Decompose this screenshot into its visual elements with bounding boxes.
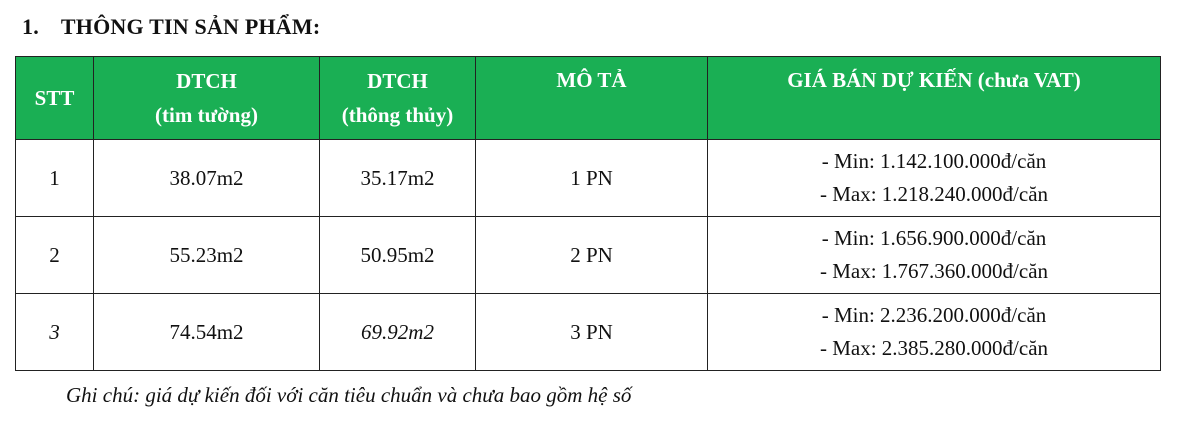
cell-area-clear: 35.17m2 — [320, 140, 476, 217]
section-title: THÔNG TIN SẢN PHẨM: — [60, 14, 321, 39]
price-min: - Min: 1.656.900.000đ/căn — [821, 226, 1047, 250]
header-area-clear-line2: (thông thủy) — [341, 103, 454, 127]
cell-price — [708, 217, 1161, 294]
footnote: Ghi chú: giá dự kiến đối với căn tiêu chuẩn và chưa bao gồm hệ số — [66, 383, 632, 407]
price-max: - Max: 1.767.360.000đ/căn — [819, 259, 1049, 283]
cell-description: 2 PN — [476, 217, 708, 294]
cell-area-wall: 38.07m2 — [94, 140, 320, 217]
table-row — [16, 140, 1161, 217]
cell-area-clear: 50.95m2 — [320, 217, 476, 294]
cell-description: 1 PN — [476, 140, 708, 217]
table-row — [16, 217, 1161, 294]
product-table — [15, 56, 1161, 371]
header-price: GIÁ BÁN DỰ KIẾN (chưa VAT) — [708, 57, 1161, 140]
header-stt: STT — [16, 57, 94, 140]
table-header-row — [16, 57, 1161, 140]
cell-stt: 2 — [16, 217, 94, 294]
cell-area-wall: 74.54m2 — [94, 294, 320, 371]
cell-stt: 3 — [16, 294, 94, 371]
header-area-wall — [94, 57, 320, 140]
section-heading — [22, 14, 320, 40]
header-area-clear-line1: DTCH — [367, 69, 428, 93]
header-area-clear — [320, 57, 476, 140]
cell-area-clear: 69.92m2 — [320, 294, 476, 371]
header-area-wall-line1: DTCH — [176, 69, 237, 93]
cell-price — [708, 294, 1161, 371]
price-max: - Max: 1.218.240.000đ/căn — [819, 182, 1049, 206]
cell-description: 3 PN — [476, 294, 708, 371]
section-number: 1. — [22, 14, 39, 39]
price-max: - Max: 2.385.280.000đ/căn — [819, 336, 1049, 360]
price-min: - Min: 1.142.100.000đ/căn — [821, 149, 1047, 173]
header-description: MÔ TẢ — [476, 57, 708, 140]
price-min: - Min: 2.236.200.000đ/căn — [821, 303, 1047, 327]
cell-area-wall: 55.23m2 — [94, 217, 320, 294]
header-area-wall-line2: (tim tường) — [155, 103, 258, 127]
cell-price — [708, 140, 1161, 217]
table-row — [16, 294, 1161, 371]
cell-stt: 1 — [16, 140, 94, 217]
